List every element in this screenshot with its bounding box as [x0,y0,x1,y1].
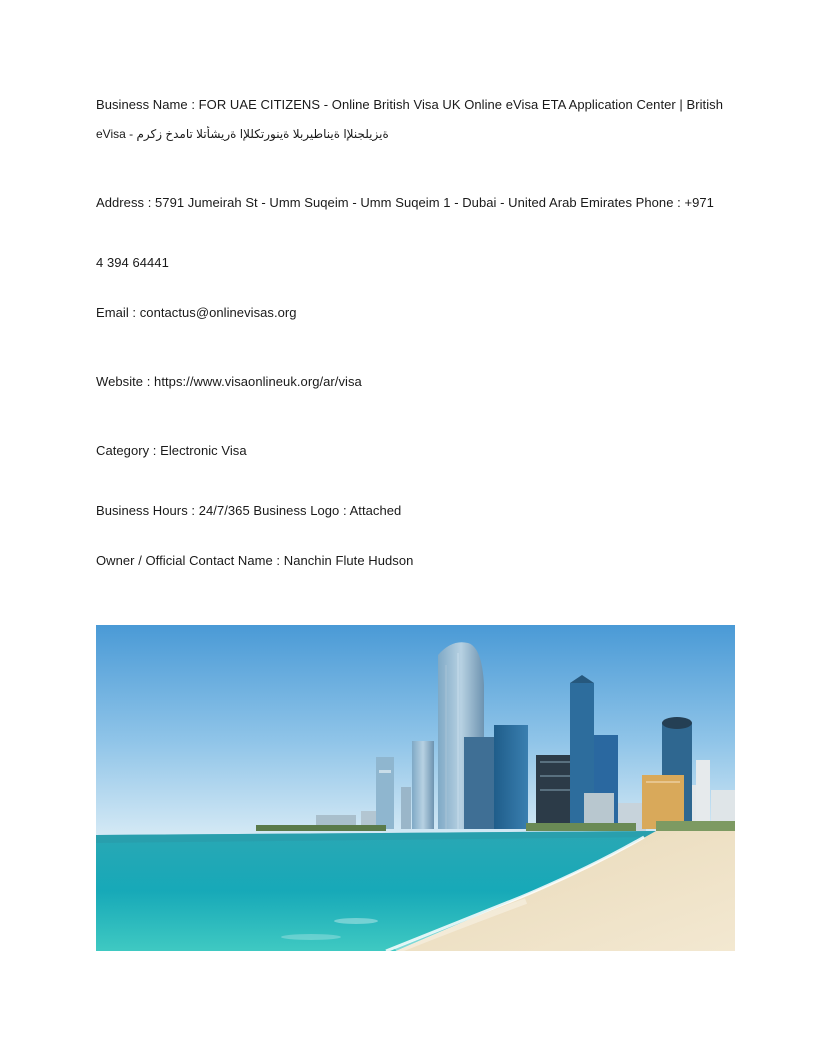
business-hours-line: Business Hours : 24/7/365 Business Logo : Attached [96,503,402,518]
city-skyline-beach-photo [96,625,735,951]
phone-continuation: 4 394 64441 [96,255,169,270]
address-line: Address : 5791 Jumeirah St - Umm Suqeim - Umm Suqeim 1 - Dubai - United Arab Emirates Phone : +971 [96,195,714,210]
business-name-arabic: ةيزيلجنلإا ةيناطيربلا ةينورتكللإا ةريشأتلا تامدخ زكرم [136,127,389,141]
business-name-latin: eVisa - [96,127,134,141]
photo-illustration [96,625,735,951]
business-name-continuation [96,126,441,142]
business-name-line: Business Name : FOR UAE CITIZENS - Online British Visa UK Online eVisa ETA Application Center | British [96,97,723,112]
owner-line: Owner / Official Contact Name : Nanchin Flute Hudson [96,553,414,568]
website-line: Website : https://www.visaonlineuk.org/ar/visa [96,374,362,389]
email-line: Email : contactus@onlinevisas.org [96,305,297,320]
category-line: Category : Electronic Visa [96,443,247,458]
